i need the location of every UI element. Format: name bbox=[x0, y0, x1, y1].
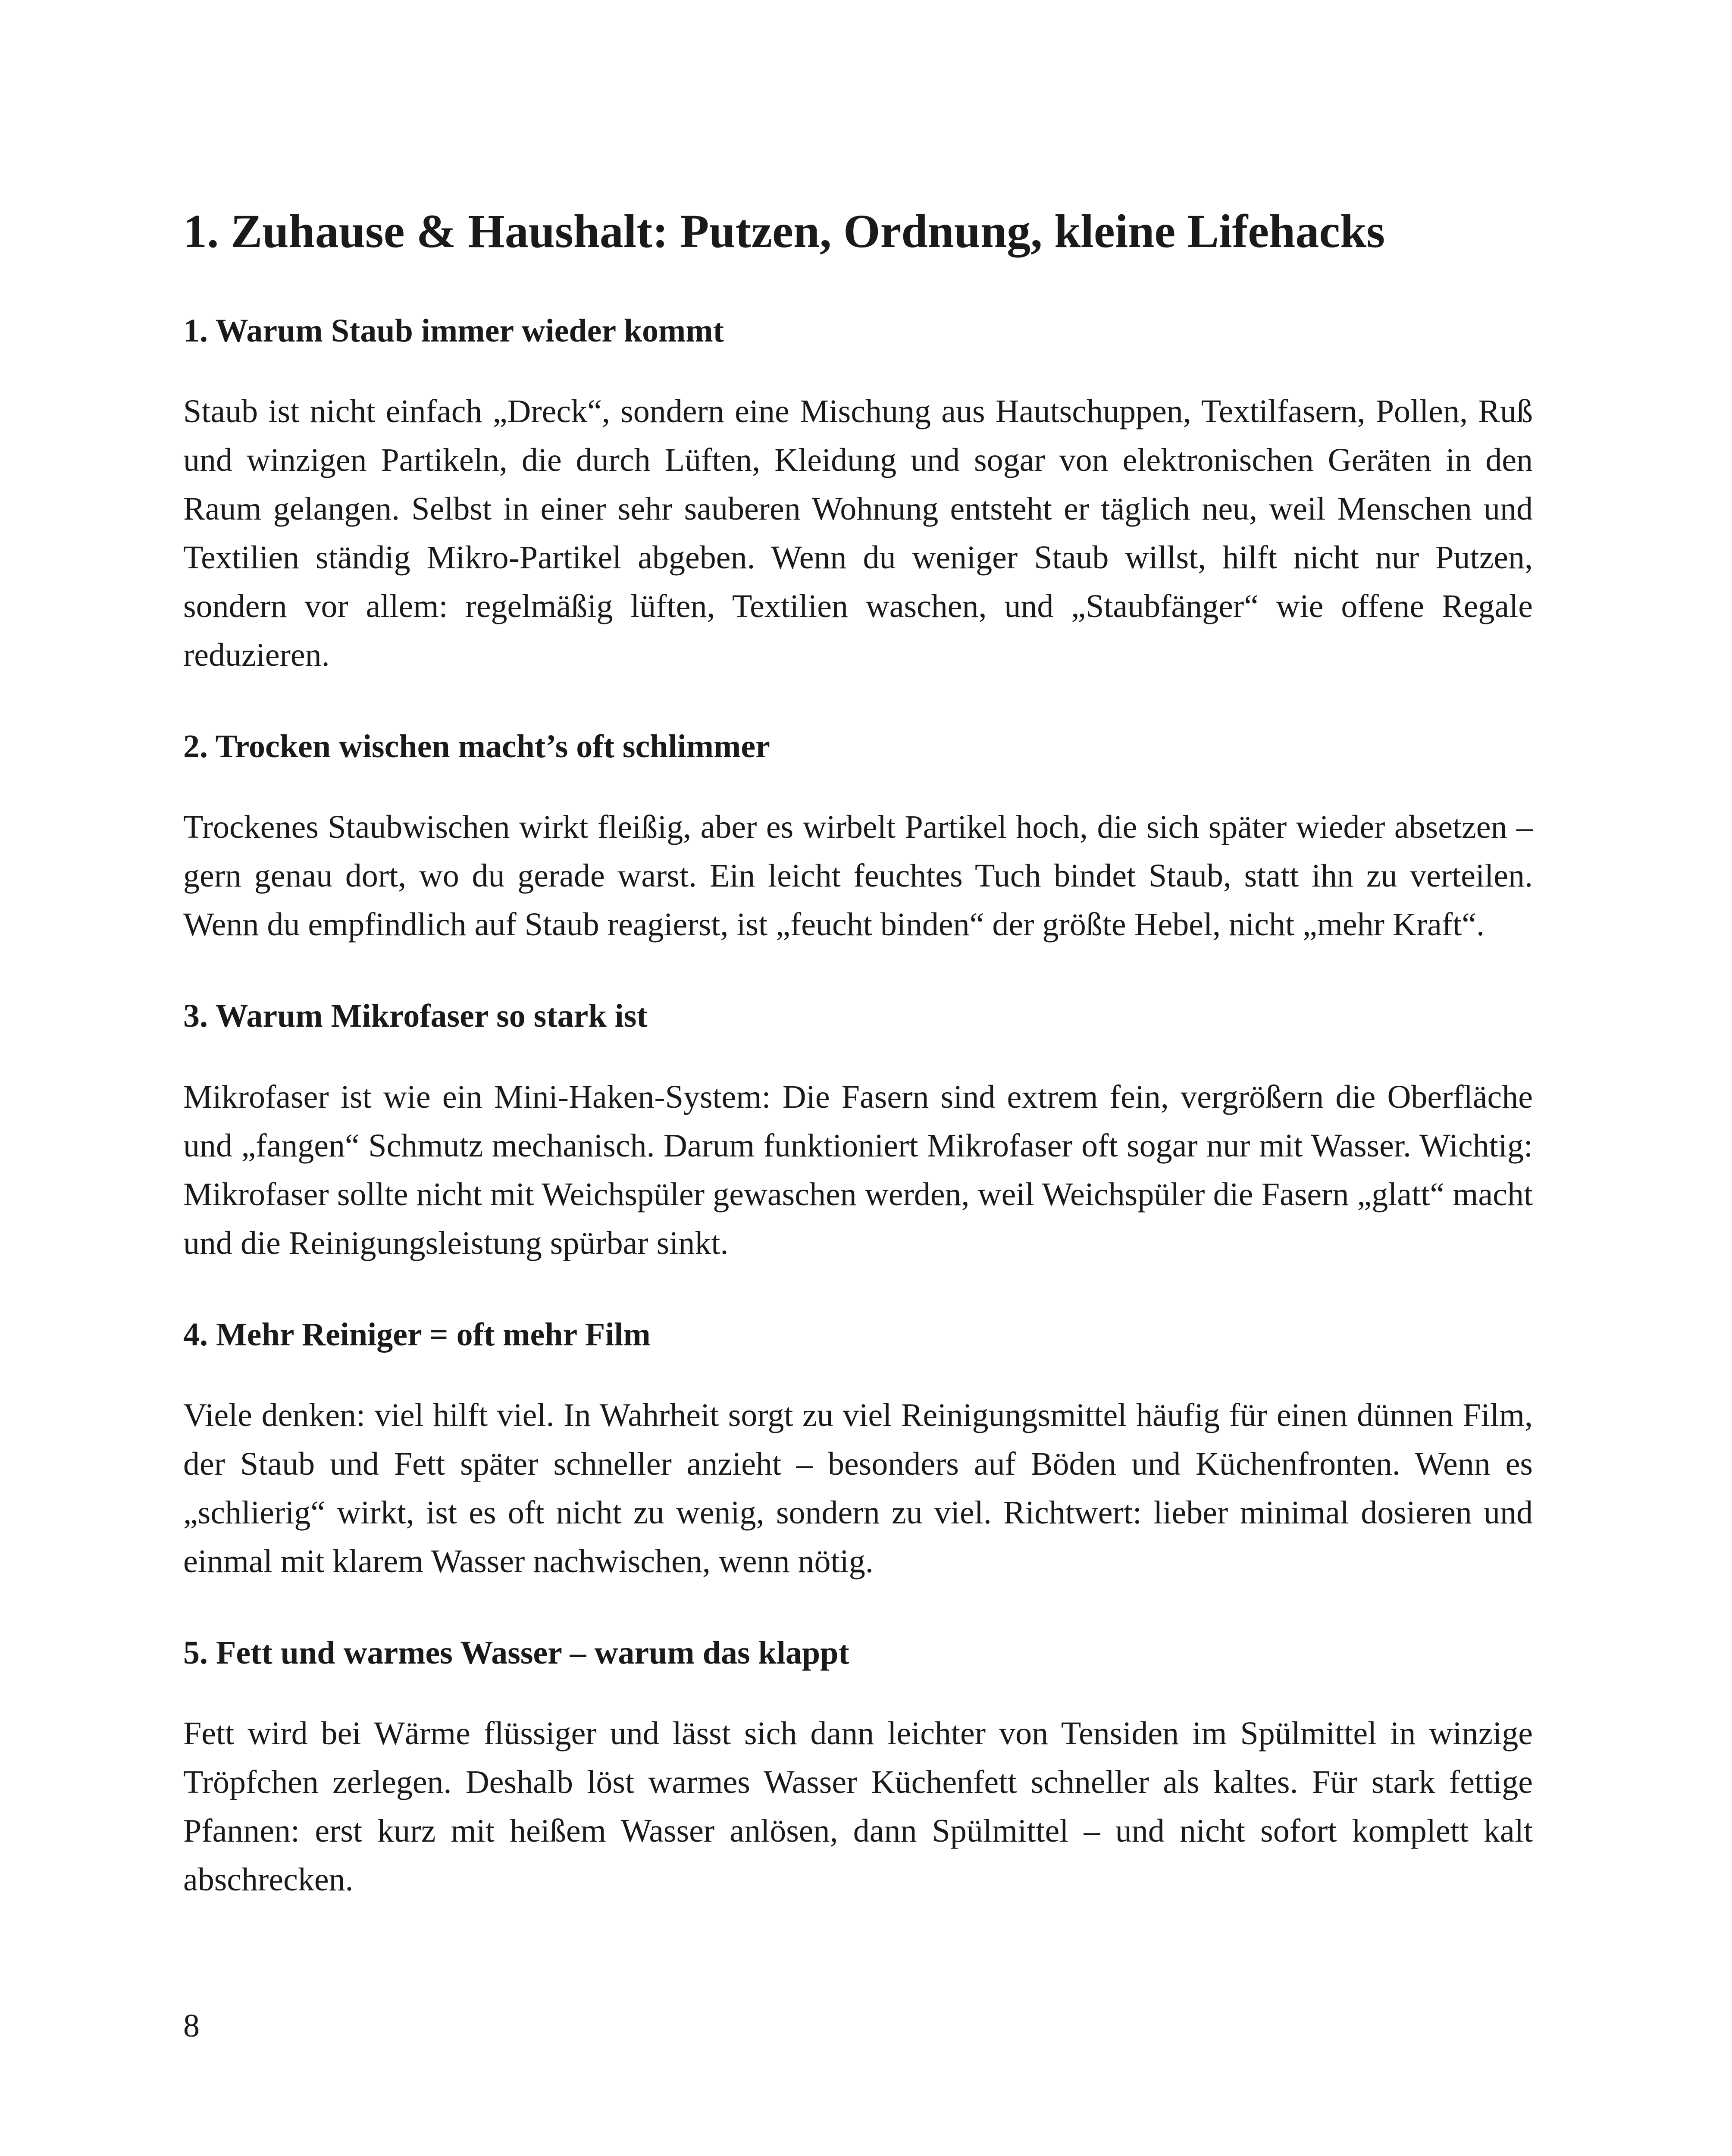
section-heading: 3. Warum Mikrofaser so stark ist bbox=[183, 998, 648, 1034]
section-heading: 5. Fett und warmes Wasser – warum das klappt bbox=[183, 1634, 849, 1671]
section-heading: 4. Mehr Reiniger = oft mehr Film bbox=[183, 1316, 651, 1353]
section-paragraph: Fett wird bei Wärme flüssiger und lässt sich dann leichter von Tensiden im Spülmittel in winzige Tröpfchen zerlegen. Deshalb löst warmes Wasser Küchenfett schneller als kaltes. Für stark fettige Pfannen: erst kurz mit heißem Wasser anlösen, dann Spülmittel – und nicht sofort komplett kalt abschrecken. bbox=[183, 1715, 1533, 1898]
page-number: 8 bbox=[183, 2008, 200, 2044]
document-page bbox=[183, 203, 1533, 1952]
section-1 bbox=[183, 311, 1533, 680]
section-3 bbox=[183, 997, 1533, 1267]
section-2 bbox=[183, 727, 1533, 949]
section-heading: 1. Warum Staub immer wieder kommt bbox=[183, 313, 724, 349]
chapter-title: 1. Zuhause & Haushalt: Putzen, Ordnung, kleine Lifehacks bbox=[183, 205, 1385, 257]
section-5 bbox=[183, 1633, 1533, 1904]
section-paragraph: Trockenes Staubwischen wirkt fleißig, aber es wirbelt Partikel hoch, die sich später wieder absetzen – gern genau dort, wo du gerade warst. Ein leicht feuchtes Tuch bindet Staub, statt ihn zu verteilen. Wenn du empfindlich auf Staub reagierst, ist „feucht binden“ der größte Hebel, nicht „mehr Kraft“. bbox=[183, 809, 1533, 943]
section-paragraph: Staub ist nicht einfach „Dreck“, sondern eine Mischung aus Hautschuppen, Textilfasern, Pollen, Ruß und winzigen Partikeln, die durch Lüften, Kleidung und sogar von elektronischen Geräten in den Raum gelangen. Selbst in einer sehr sauberen Wohnung entsteht er täglich neu, weil Menschen und Textilien ständig Mikro-Partikel abgeben. Wenn du weniger Staub willst, hilft nicht nur Putzen, sondern vor allem: regelmäßig lüften, Textilien waschen, und „Staubfänger“ wie offene Regale reduzieren. bbox=[183, 393, 1533, 674]
section-paragraph: Mikrofaser ist wie ein Mini-Haken-System: Die Fasern sind extrem fein, vergrößern die Oberfläche und „fangen“ Schmutz mechanisch. Darum funktioniert Mikrofaser oft sogar nur mit Wasser. Wichtig: Mikrofaser sollte nicht mit Weichspüler gewaschen werden, weil Weichspüler die Fasern „glatt“ macht und die Reinigungsleistung spürbar sinkt. bbox=[183, 1078, 1533, 1261]
section-4 bbox=[183, 1315, 1533, 1586]
section-paragraph: Viele denken: viel hilft viel. In Wahrheit sorgt zu viel Reinigungsmittel häufig für einen dünnen Film, der Staub und Fett später schneller anzieht – besonders auf Böden und Küchenfronten. Wenn es „schlierig“ wirkt, ist es oft nicht zu wenig, sondern zu viel. Richtwert: lieber minimal dosieren und einmal mit klarem Wasser nachwischen, wenn nötig. bbox=[183, 1397, 1533, 1579]
section-heading: 2. Trocken wischen macht’s oft schlimmer bbox=[183, 728, 770, 765]
